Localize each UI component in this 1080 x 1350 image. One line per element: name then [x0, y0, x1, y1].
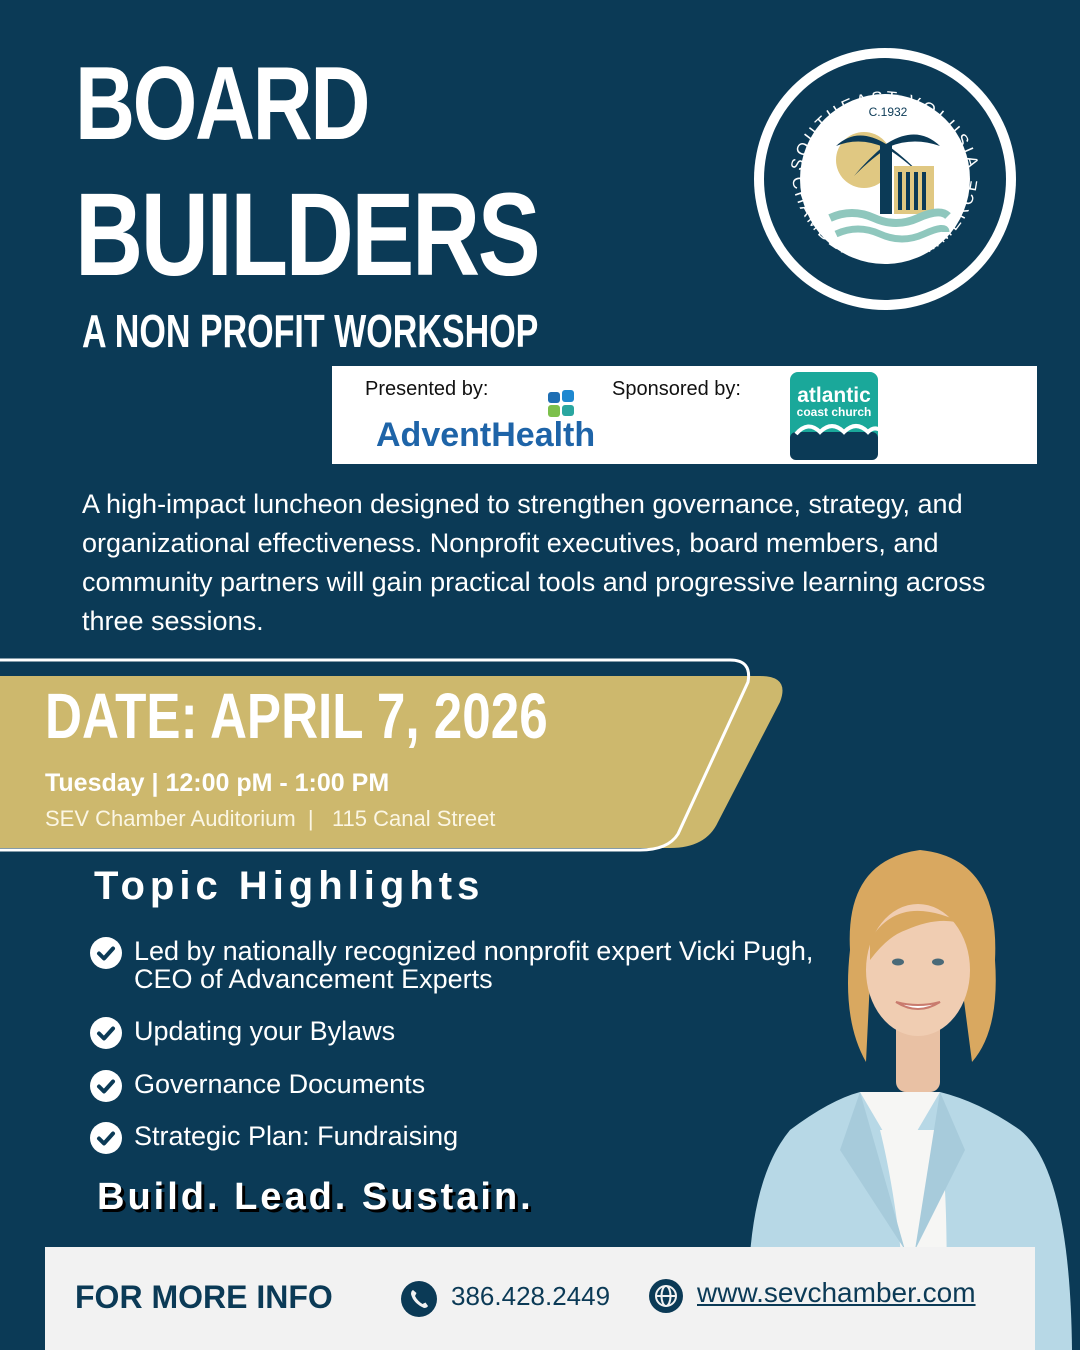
phone-icon: [401, 1281, 437, 1317]
adventhealth-logo: [374, 386, 644, 456]
sponsored-by-label: Sponsored by:: [612, 378, 741, 400]
acc-logo-line2: coast church: [796, 405, 872, 419]
presented-by-label: Presented by:: [365, 378, 489, 400]
website-link[interactable]: www.sevchamber.com: [697, 1277, 976, 1308]
chamber-seal-logo: [752, 48, 1018, 310]
seal-text-bottom: CHAMBER OF COMMERCE: [788, 175, 982, 268]
topic-item-text: Strategic Plan: Fundraising: [134, 1121, 459, 1151]
event-description: A high-impact luncheon designed to strengthen governance, strategy, and organizational effectiveness. Nonprofit executives, board members, and community partners will gain practical tools and progressive learning across three sessions.: [82, 489, 986, 636]
check-circle-icon: [90, 937, 122, 969]
event-time: Tuesday | 12:00 pM - 1:00 PM: [45, 769, 390, 797]
seal-text-top: SOUTHEAST VOLUSIA: [786, 87, 984, 173]
seal-year: C.1932: [868, 105, 908, 119]
adventhealth-wordmark: AdventHealth: [376, 416, 596, 454]
phone-number[interactable]: 386.428.2449: [451, 1281, 611, 1311]
footer-contact-bar: [45, 1247, 1035, 1350]
title-builders: BUILDERS: [75, 169, 539, 301]
topic-item-text: Led by nationally recognized nonprofit expert Vicki Pugh, CEO of Advancement Experts: [134, 936, 814, 994]
topic-item-text: Governance Documents: [134, 1069, 426, 1099]
sponsor-box: [332, 366, 1037, 464]
tagline: Build. Lead. Sustain.: [97, 1176, 534, 1218]
topic-item-text: Updating your Bylaws: [134, 1016, 396, 1046]
subtitle: A NON PROFIT WORKSHOP: [82, 305, 539, 357]
check-circle-icon: [90, 1017, 122, 1049]
event-date: DATE: APRIL 7, 2026: [45, 680, 548, 752]
acc-logo-line1: atlantic: [797, 384, 871, 407]
more-info-label: FOR MORE INFO: [75, 1279, 333, 1315]
globe-icon: [649, 1279, 683, 1313]
topic-highlights-title: Topic Highlights: [94, 864, 485, 908]
atlantic-coast-church-logo: [790, 372, 882, 460]
check-circle-icon: [90, 1070, 122, 1102]
event-location: SEV Chamber Auditorium | 115 Canal Street: [45, 806, 496, 831]
check-circle-icon: [90, 1122, 122, 1154]
title-board: BOARD: [75, 46, 369, 162]
